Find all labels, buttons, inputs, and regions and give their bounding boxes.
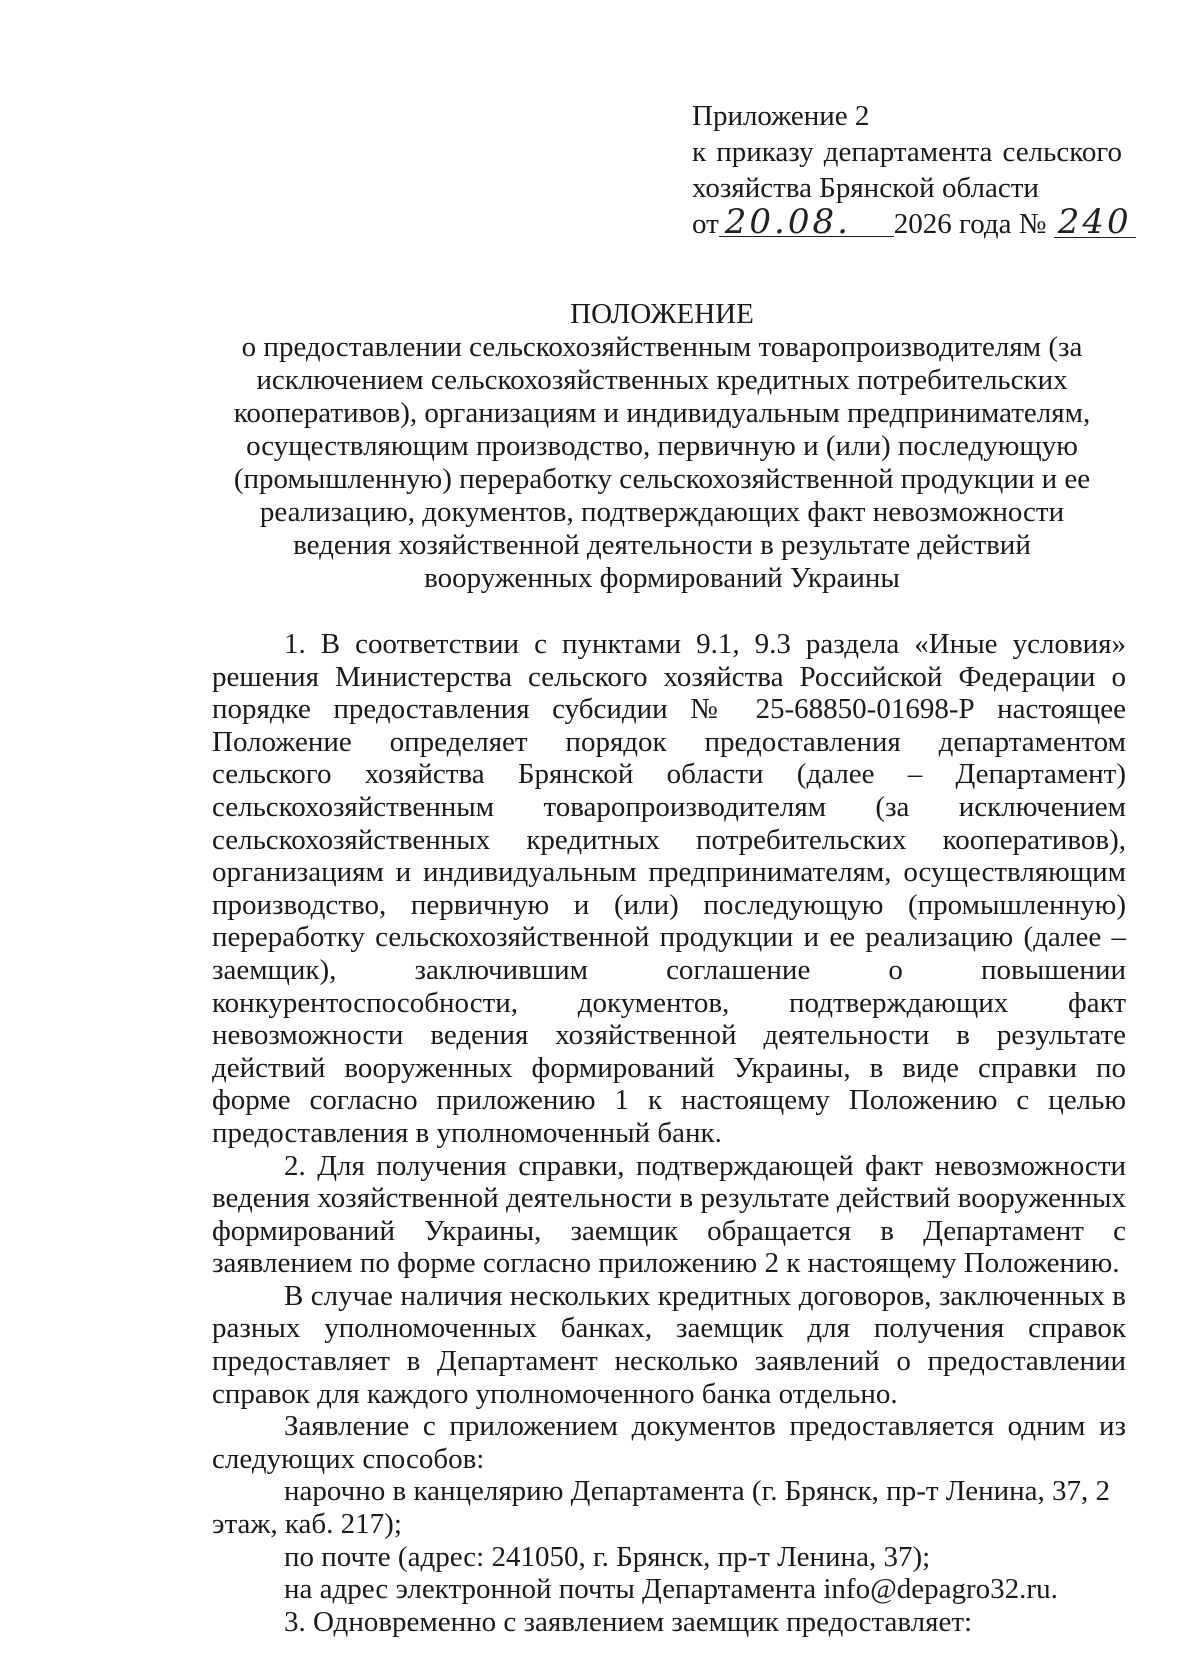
annex-line-2	[692, 134, 1122, 170]
year-text: 2026 года №	[893, 208, 1047, 240]
title-heading: ПОЛОЖЕНИЕ	[570, 298, 754, 330]
method-in-person: нарочно в канцелярию Департамента (г. Брянск, пр-т Ленина, 37, 2 этаж, каб. 217);	[212, 1475, 1111, 1541]
method-post: по почте (адрес: 241050, г. Брянск, пр-т Ленина, 37);	[284, 1540, 931, 1573]
annex-word: сельского	[1002, 136, 1122, 168]
annex-word: приказу	[716, 136, 814, 168]
paragraph-2: 2. Для получения справки, подтверждающей факт невозможности ведения хозяйственной деятельности в результате действий вооруженных формирований Украины, заемщик обращается в Департамент с заявлением по форме согласно приложению 2 к настоящему Положению.	[212, 1149, 1126, 1280]
document-body	[212, 628, 1126, 1638]
paragraph-3: В случае наличия нескольких кредитных договоров, заключенных в разных уполномоченных банках, заемщик для получения справок предоставляет в Департамент несколько заявлений о предоставлении справок для каждого уполномоченного банка отдельно.	[212, 1279, 1126, 1410]
method-email: на адрес электронной почты Департамента info@depagro32.ru.	[284, 1573, 1058, 1606]
annex-word: к	[692, 136, 707, 168]
title-subtitle: о предоставлении сельскохозяйственным товаропроизводителям (за исключением сельскохозяйственных кредитных потребительских кооперативов), организациям и индивидуальным предпринимателям, осуществляющим производство, первичную и (или) последующую (промышленную) переработку сельскохозяйственной продукции и ее реализацию, документов, подтверждающих факт невозможности ведения хозяйственной деятельности в результате действий вооруженных формирований Украины	[233, 331, 1091, 594]
annex-header	[692, 98, 1132, 242]
annex-word: департамента	[823, 136, 993, 168]
date-prefix: от	[692, 208, 719, 240]
annex-line-3: хозяйства Брянской области	[692, 172, 1039, 204]
handwritten-number: 240	[1057, 202, 1132, 242]
document-title	[212, 298, 1112, 595]
order-number-field	[1054, 202, 1136, 242]
date-field	[719, 202, 894, 242]
paragraph-1: 1. В соответствии с пунктами 9.1, 9.3 раздела «Иные условия» решения Министерства сельского хозяйства Российской Федерации о порядке предоставления субсидии № 25-68850-01698-Р настоящее Положение определяет порядок предоставления департаментом сельского хозяйства Брянской области (далее – Департамент) сельскохозяйственным товаропроизводителям (за исключением сельскохозяйственных кредитных потребительских кооперативов), организациям и индивидуальным предпринимателям, осуществляющим производство, первичную и (или) последующую (промышленную) переработку сельскохозяйственной продукции и ее реализацию (далее – заемщик), заключившим соглашение о повышении конкурентоспособности, документов, подтверждающих факт невозможности ведения хозяйственной деятельности в результате действий вооруженных формирований Украины, в виде справки по форме согласно приложению 1 к настоящему Положению с целью предоставления в уполномоченный банк.	[212, 628, 1126, 1149]
handwritten-date: 20.08.	[724, 202, 851, 242]
paragraph-5: 3. Одновременно с заявлением заемщик предоставляет:	[284, 1605, 973, 1638]
annex-line-1: Приложение 2	[692, 100, 870, 132]
annex-date-line	[692, 202, 1132, 242]
paragraph-4: Заявление с приложением документов предоставляется одним из следующих способов:	[212, 1410, 1126, 1475]
